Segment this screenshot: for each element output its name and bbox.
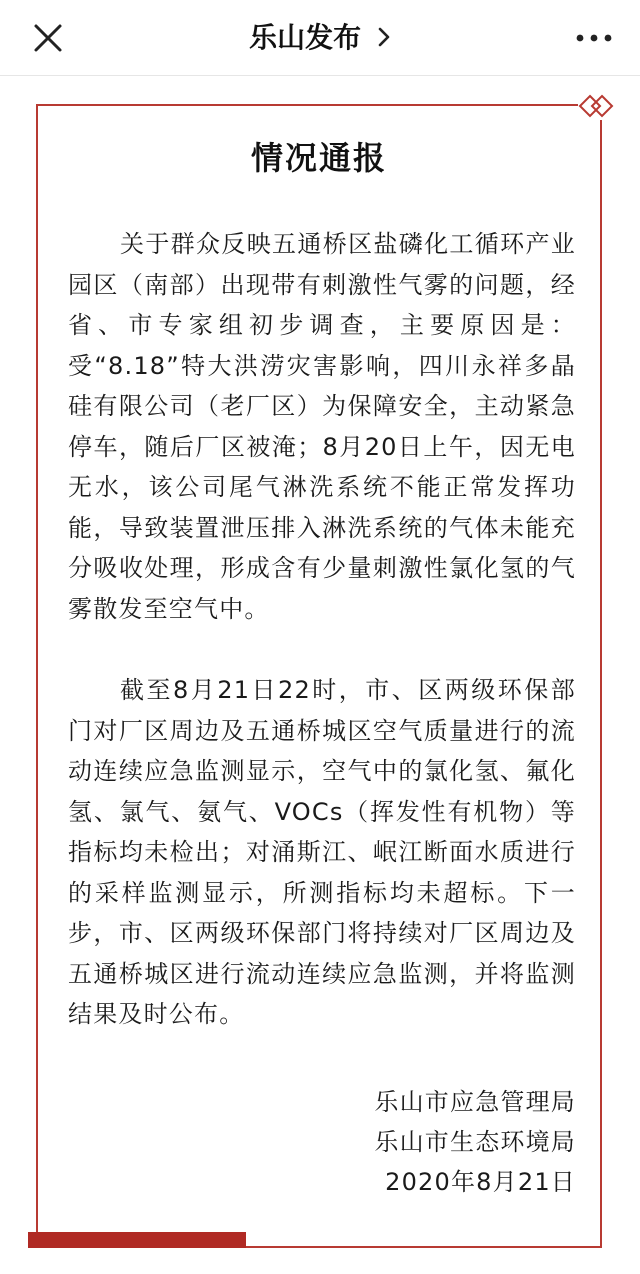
more-icon	[572, 18, 616, 58]
more-options-button[interactable]	[572, 18, 616, 58]
page-title: 乐山发布	[249, 21, 362, 54]
chevron-right-icon	[377, 19, 391, 59]
diamond-ornament-icon	[578, 92, 618, 120]
accent-bar	[28, 1232, 246, 1248]
account-name-link[interactable]	[0, 18, 640, 59]
notice-paragraph-2: 截至8月21日22时，市、区两级环保部门对厂区周边及五通桥城区空气质量进行的流动连续应急监测显示，空气中的氯化氢、氟化氢、氯气、氨气、VOCs（挥发性有机物）等指标均未检出；对涌斯江、岷江断面水质进行的采样监测显示，所测指标均未超标。下一步，市、区两级环保部门将持续对厂区周边及五通桥城区进行流动连续应急监测，并将监测结果及时公布。	[68, 676, 576, 1028]
signature-date: 2020年8月21日	[385, 1168, 576, 1196]
top-nav-bar	[0, 0, 640, 76]
notice-title: 情况通报	[250, 139, 387, 177]
signature-org-1: 乐山市应急管理局	[374, 1088, 576, 1116]
notice-paragraph-1: 关于群众反映五通桥区盐磷化工循环产业园区（南部）出现带有刺激性气雾的问题，经省、市专家组初步调查，主要原因是：受“8.18”特大洪涝灾害影响，四川永祥多晶硅有限公司（老厂区）为保障安全，主动紧急停车，随后厂区被淹；8月20日上午，因无电无水，该公司尾气淋洗系统不能正常发挥功能，导致装置泄压排入淋洗系统的气体未能充分吸收处理，形成含有少量刺激性氯化氢的气雾散发至空气中。	[68, 230, 576, 623]
signature-org-2: 乐山市生态环境局	[374, 1128, 576, 1156]
